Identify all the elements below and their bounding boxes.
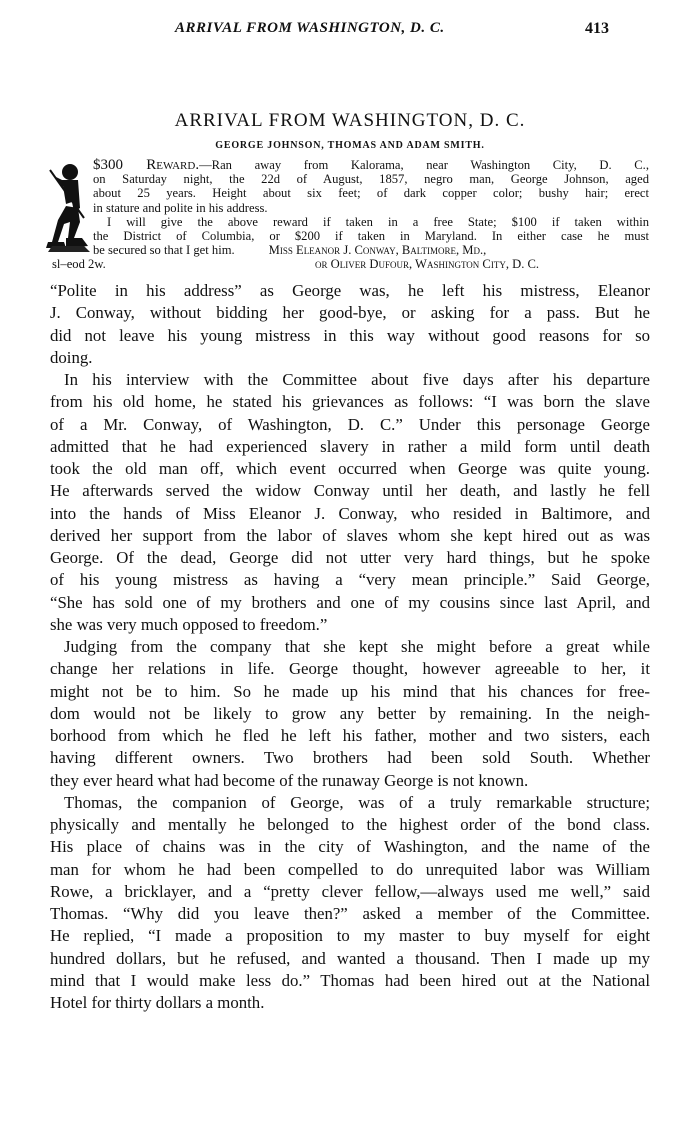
ad-line: in stature and polite in his address. (93, 200, 268, 215)
chapter-title: ARRIVAL FROM WASHINGTON, D. C. (174, 110, 526, 131)
body-line: doing. (50, 347, 93, 367)
body-line: took the old man off, which event occurred when George was quite young. (50, 459, 650, 478)
body-line: of a Mr. Conway, of Washington, D. C.” Under this personage George (50, 414, 650, 434)
body-line: did not leave his young mistress in this way without good reasons for so (50, 325, 650, 345)
ad-signature-alt: or Oliver Dufour, Washington City, D. C. (315, 257, 540, 272)
body-line: Thomas. “Why did you leave then?” asked a member of the Committee. (50, 904, 650, 923)
body-line: Hotel for thirty dollars a month. (50, 993, 265, 1012)
ad-line: be secured so that I get him. Miss Eleanor J. Conway, Baltimore, Md., (93, 243, 487, 258)
body-line: hundred dollars, but he refused, and wanted a thousand. Then I made up my (50, 948, 650, 968)
body-line: “She has sold one of my brothers and one of my cousins since last April, and (50, 592, 650, 612)
ad-line: about 25 years. Height about six feet; of dark copper color; bushy hair; erect (93, 186, 649, 201)
body-line: they ever heard what had become of the runaway George is not known. (50, 770, 529, 790)
running-head (0, 20, 700, 42)
body-line: George. Of the dead, George did not utter very hard things, but he spoke (50, 548, 650, 567)
body-line: borhood from which he fled he left his father, mother and two sisters, each (50, 726, 650, 745)
body-line: He replied, “I made a proposition to my master to buy myself for eight (50, 926, 650, 946)
runaway-figure-icon (44, 162, 92, 254)
body-line: Thomas, the companion of George, was of a truly remarkable structure; (64, 792, 650, 812)
running-head-title: ARRIVAL FROM WASHINGTON, D. C. (175, 20, 445, 36)
body-line: He afterwards served the widow Conway until her death, and lastly he fell (50, 481, 650, 501)
body-line: “Polite in his address” as George was, he left his mistress, Eleanor (50, 281, 650, 300)
body-line: change her relations in life. George thought, however agreeable to her, it (50, 659, 650, 679)
body-line: of his young mistress as having a “very mean principle.” Said George, (50, 570, 650, 590)
body-line: mind that I would make less do.” Thomas had been hired out at the National (50, 970, 650, 990)
body-line: she was very much opposed to freedom.” (50, 614, 328, 634)
ad-line: $300 Reward.—Ran away from Kalorama, near Washington City, D. C., (93, 157, 649, 173)
page-number: 413 (585, 20, 609, 37)
ad-line: on Saturday night, the 22d of August, 1857, negro man, George Johnson, aged (93, 172, 649, 187)
body-line: having different owners. Two brothers had been sold South. Whether (50, 748, 650, 768)
ad-code: sl–eod 2w. (52, 257, 106, 271)
body-line: J. Conway, without bidding her good-bye, or asking for a pass. But he (50, 303, 650, 323)
body-line: might not be to him. So he made up his mind that his chances for free- (50, 681, 650, 701)
ad-heading: $300 Reward. (93, 157, 200, 173)
body-line: from his old home, he stated his grievances as follows: “I was born the slave (50, 392, 650, 412)
body-line: In his interview with the Committee about five days after his departure (64, 370, 650, 389)
body-line: Judging from the company that she kept she might before a great while (64, 637, 650, 656)
body-text (50, 280, 650, 1014)
body-line: derived her support from the labor of slaves whom she kept hired out as was (50, 525, 650, 545)
ad-signature: Miss Eleanor J. Conway, Baltimore, Md., (268, 243, 487, 258)
body-line: dom would not be likely to grow any better by remaining. In the neigh- (50, 703, 650, 723)
ad-line: the District of Columbia, or $200 if taken in Maryland. In either case he must (93, 228, 649, 243)
body-line: His place of chains was in the city of Washington, and the name of the (50, 837, 650, 857)
body-line: into the hands of Miss Eleanor J. Conway, who resided in Baltimore, and (50, 503, 650, 523)
body-line: physically and mentally he belonged to the highest order of the bond class. (50, 815, 650, 834)
body-line: man for whom he had been compelled to do unrequited labor was William (50, 859, 650, 879)
ad-line: I will give the above reward if taken in a free State; $100 if taken within (107, 214, 649, 229)
body-line: admitted that he had experienced slavery in rather a mild form until death (50, 436, 650, 456)
body-line: Rowe, a bricklayer, and a “pretty clever fellow,—always used me well,” said (50, 881, 650, 901)
chapter-subtitle: GEORGE JOHNSON, THOMAS AND ADAM SMITH. (215, 140, 485, 151)
reward-advertisement (93, 158, 649, 272)
